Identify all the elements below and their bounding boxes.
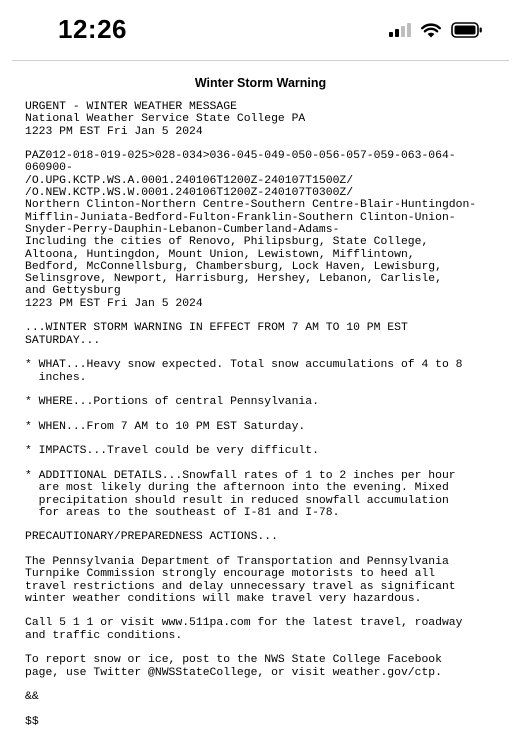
- warning-message-text: URGENT - WINTER WEATHER MESSAGE National Weather Service State College PA 1223 PM EST Fri Jan 5 2024 PAZ012-018-019-025>028-034>036-045-049-050-056-057-059-063-064- 060900- /O.UPG.KCTP.WS.A.0001.240106T1200Z-240107T1500Z/ /O.NEW.KCTP.WS.W.0001.240106T1200Z-240107T0300Z/ Northern Clinton-Northern Centre-Southern Centre-Blair-Huntingdon- Mifflin-Juniata-Bedford-Fulton-Franklin-Southern Clinton-Union- Snyder-Perry-Dauphin-Lebanon-Cumberland-Adams- Including the cities of Renovo, Philipsburg, State College, Altoona, Huntingdon, Mount Union, Lewistown, Mifflintown, Bedford, McConnellsburg, Chambersburg, Lock Haven, Lewisburg, Selinsgrove, Newport, Harrisburg, Hershey, Lebanon, Carlisle, and Gettysburg 1223 PM EST Fri Jan 5 2024 ...WINTER STORM WARNING IN EFFECT FROM 7 AM TO 10 PM EST SATURDAY... * WHAT...Heavy snow expected. Total snow accumulations of 4 to 8 inches. * WHERE...Portions of central Pennsylvania. * WHEN...From 7 AM to 10 PM EST Saturday. * IMPACTS...Travel could be very difficult. * ADDITIONAL DETAILS...Snowfall rates of 1 to 2 inches per hour are most likely during the afternoon into the evening. Mixed precipitation should result in reduced snowfall accumulation for areas to the southeast of I-81 and I-78. PRECAUTIONARY/PREPAREDNESS ACTIONS... The Pennsylvania Department of Transportation and Pennsylvania Turnpike Commission strongly encourage motorists to heed all travel restrictions and delay unnecessary travel as significant winter weather conditions will make travel very hazardous. Call 5 1 1 or visit www.511pa.com for the latest travel, roadway and traffic conditions. To report snow or ice, post to the NWS State College Facebook page, use Twitter @NWSStateCollege, or visit weather.gov/ctp. && $$: [25, 101, 477, 728]
- battery-icon: [451, 22, 483, 38]
- wifi-icon: [421, 23, 441, 38]
- page-title: Winter Storm Warning: [194, 76, 327, 90]
- status-bar: [0, 0, 521, 60]
- cellular-signal-icon: [389, 23, 411, 37]
- status-icons: [389, 20, 483, 40]
- header-divider: [12, 60, 509, 61]
- clock: 12:26: [58, 14, 127, 44]
